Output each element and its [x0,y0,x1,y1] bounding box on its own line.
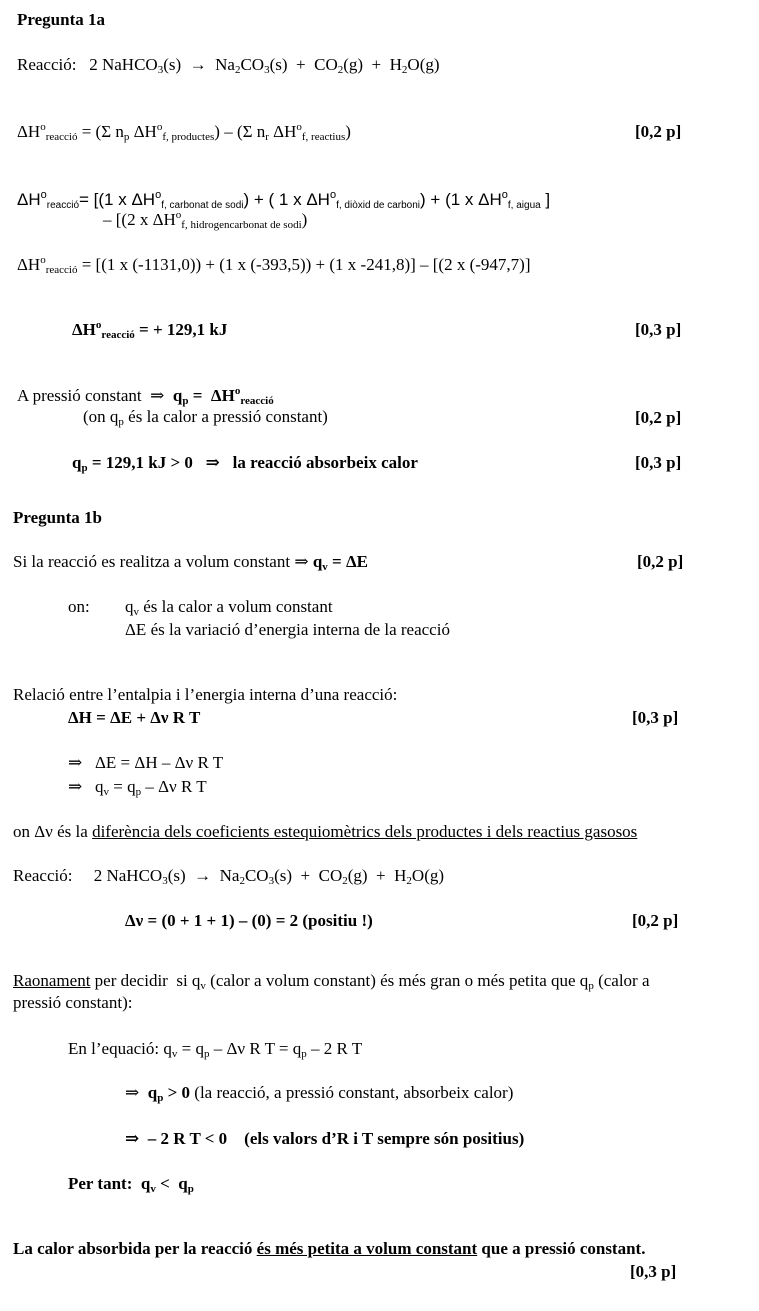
points-label: [0,2 p] [635,122,682,141]
relation-title: Relació entre l’entalpia i l’energia interna d’una reacció: [13,685,398,704]
reasoning-underlined: Raonament [13,971,91,990]
equation-line: En l’equació: $q_v = q_p - \Delta\nu$ R $T = q_p - 2$ R T [68,1039,363,1060]
delta-nu-equation: Δν = (0 + 1 + 1) – (0) = 2 (positiu !) [125,911,373,930]
points-label: [0,3 p] [635,453,682,472]
reaction-label: Reacció: [17,55,77,74]
points-label: [0,2 p] [637,552,684,571]
question-1b-title: Pregunta 1b [13,508,102,527]
reaction-line-1a [17,55,440,75]
final-underlined: és més petita a volum constant [256,1239,478,1258]
enthalpy-result: $\Delta H^o_{reacció}$ = + 129,1 kJ [72,319,228,341]
qv-line: Si la reacció es realitza a volum constant ⇒ $q_v = \Delta E$ [13,552,368,573]
conclusion-short: Per tant: $q_v < q_p$ [68,1174,194,1195]
implies-delta-e: ⇒ ΔE = ΔH – Δν R T [68,753,224,772]
reasoning-line-1: Raonament per decidir si $q_v$ (calor a volum constant) és més gran o més petita que $q_p$ (calor a [13,971,650,992]
points-label: [0,3 p] [632,708,679,727]
reaction-line-1b [13,866,444,886]
enthalpy-expanded-1: $\Delta H^o_{reacció}= [(1$ x $\Delta H^o_{f, carbonat de sodi}$) + ( 1 x $\Delta H^o_{f, diòxid de carboni}) + (1$ x $\Delta H^o_{f, aigua}$ ] [17,189,551,211]
step-rt-negative: ⇒ – 2 R T < 0 (els valors d’R i T sempre són positius) [125,1129,525,1148]
reasoning-line-2: pressió constant): [13,993,133,1012]
reaction-equation: 2 NaHCO$_3$(s) → $Na_2CO_3(s) + CO_2(g) + H_2O(g)$ [76,866,445,887]
implies-qv: ⇒ $q_v = q_p - \Delta\nu$ R T [68,777,207,798]
definition-qv: $q_v$ és la calor a volum constant [125,597,333,618]
question-1a-title: Pregunta 1a [17,10,105,29]
points-label: [0,2 p] [632,911,679,930]
qp-definition: A pressió constant ⇒ $q_p = \Delta H^o_{reacció}$ [17,385,274,407]
enthalpy-formula: $\Delta H^o_{reacció} = (\Sigma$ $n_p$ $\Delta H^o_{f, productes}) - (\Sigma$ $n_r$ $\Delta H^o_{f, reactius}$) [17,121,351,143]
relation-equation: ΔH = ΔE + Δν R T [68,708,201,727]
delta-nu-underlined: diferència dels coeficients estequiomètrics dels productes i dels reactius gasosos [92,822,638,841]
enthalpy-numeric: $\Delta H^o_{reacció} = [(1$ x (-1131,0)) + (1 x (-393,5)) + (1 x -241,8)] – [(2 x (-947,7)] [17,254,531,276]
final-conclusion: La calor absorbida per la reacció és més petita a volum constant que a pressió constant. [13,1239,646,1258]
points-label: [0,2 p] [635,408,682,427]
reaction-label: Reacció: [13,866,73,885]
points-label: [0,3 p] [630,1262,677,1281]
enthalpy-expanded-2: – [(2 x $\Delta H^o_{f, hidrogencarbonat de sodi}$) [103,209,308,231]
step-qp-positive: ⇒ $q_p > 0$ (la reacció, a pressió constant, absorbeix calor) [125,1083,514,1104]
reaction-equation: 2 NaHCO$_3$(s) → $Na_2CO_3(s) + CO_2(g) + H_2O(g)$ [80,55,440,76]
qp-note: (on $q_p$ és la calor a pressió constant) [83,407,328,428]
definition-delta-e: ΔE és la variació d’energia interna de la reacció [125,620,450,639]
delta-nu-explanation: on Δν és la diferència dels coeficients estequiomètrics dels productes i dels reactius gasosos [13,822,638,841]
on-label: on: [68,597,90,616]
points-label: [0,3 p] [635,320,682,339]
qp-result: $q_p = 129,1$ kJ > 0 ⇒ la reacció absorbeix calor [72,453,418,474]
